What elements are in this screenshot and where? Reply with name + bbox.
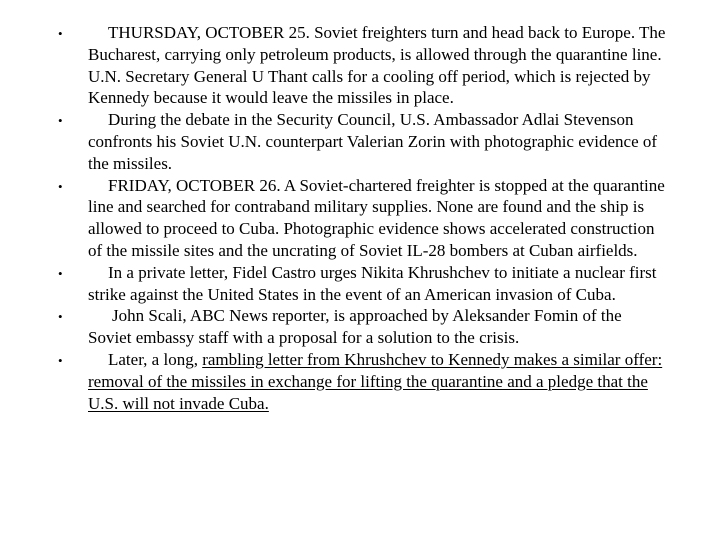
bullet-item-security-council	[56, 109, 666, 174]
bullet-text: THURSDAY, OCTOBER 25. Soviet freighters turn and head back to Europe. The Bucharest, carrying only petroleum products, is allowed through the quarantine line. U.N. Secretary General U Thant calls for a cooling off period, which is rejected by Kennedy because it would leave the missiles in place.	[88, 23, 666, 108]
bullet-item-thursday-oct-25	[56, 22, 666, 109]
bullet-text: During the debate in the Security Council, U.S. Ambassador Adlai Stevenson confronts his Soviet U.N. counterpart Valerian Zorin with photographic evidence of the missiles.	[88, 110, 658, 173]
bullet-item-khrushchev-letter	[56, 349, 666, 414]
bullet-text-plain: Later, a long,	[108, 349, 203, 369]
bullet-list	[56, 22, 666, 414]
bullet-item-castro-letter	[56, 262, 666, 306]
bullet-item-john-scali	[56, 305, 666, 349]
bullet-text: John Scali, ABC News reporter, is approached by Aleksander Fomin of the Soviet embassy staff with a proposal for a solution to the crisis.	[88, 306, 622, 348]
bullet-icon: •	[58, 352, 63, 368]
bullet-text-underlined: rambling letter from Khrushchev to Kennedy makes a similar offer: removal of the missiles in exchange for lifting the quarantine and a pledge that the U.S. will not invade Cuba.	[88, 349, 663, 413]
bullet-icon: •	[58, 113, 63, 129]
bullet-text: In a private letter, Fidel Castro urges Nikita Khrushchev to initiate a nuclear first strike against the United States in the event of an American invasion of Cuba.	[88, 262, 657, 304]
bullet-text: FRIDAY, OCTOBER 26. A Soviet-chartered freighter is stopped at the quarantine line and searched for contraband military supplies. None are found and the ship is allowed to proceed to Cuba. Photographic evidence shows accelerated construction of the missile sites and the uncrating of Soviet IL-28 bombers at Cuban airfields.	[88, 175, 665, 260]
bullet-icon: •	[58, 26, 63, 41]
bullet-item-friday-oct-26	[56, 175, 666, 262]
bullet-icon: •	[58, 309, 63, 325]
bullet-icon: •	[58, 178, 63, 194]
bullet-icon: •	[58, 265, 63, 281]
